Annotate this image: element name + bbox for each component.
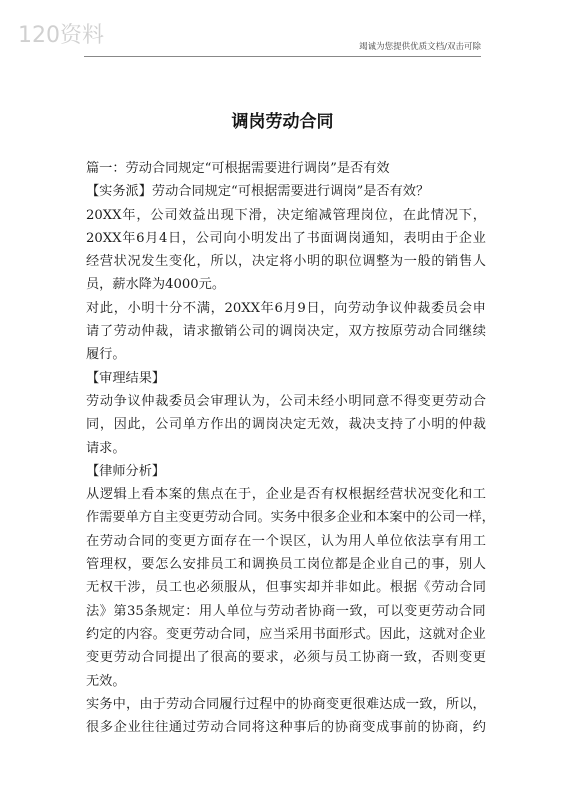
header-note: 竭诚为您提供优质文档/双击可除 bbox=[359, 42, 481, 52]
body-line: 经 营 状 况 发 生 变 化 ， 所 以 ， 决 定 将 小 明 的 职 位 调 整 为 一 般 的 销 售 人 bbox=[86, 254, 486, 270]
document-title: 调岗劳动合同 bbox=[231, 112, 334, 132]
body-line: 请 了 劳 动 仲 裁 ， 请 求 撤 销 公 司 的 调 岗 决 定 ， 双 方 按 原 劳 动 合 同 继 续 bbox=[86, 324, 486, 340]
watermark-logo: 120资料 bbox=[18, 23, 104, 48]
body-line: 20XX 年 6 月 4 日 ， 公 司 向 小 明 发 出 了 书 面 调 岗 通 知 ， 表 明 由 于 企 业 bbox=[86, 230, 486, 246]
body-line: 员，薪水降为4000元。 bbox=[86, 277, 226, 293]
body-line: 从 逻 辑 上 看 本 案 的 焦 点 在 于 ， 企 业 是 否 有 权 根 据 经 营 状 况 变 化 和 工 bbox=[86, 487, 486, 503]
body-line: 劳 动 争 议 仲 裁 委 员 会 审 理 认 为 ， 公 司 未 经 小 明 同 意 不 得 变 更 劳 动 合 bbox=[86, 393, 486, 409]
body-line: 无 权 干 涉 ， 员 工 也 必 须 服 从 ， 但 事 实 却 并 非 如 此 。 根 据 《 劳 动 合 同 bbox=[86, 580, 486, 596]
body-line: 20XX 年 ， 公 司 效 益 出 现 下 滑 ， 决 定 缩 减 管 理 岗 位 ， 在 此 情 况 下 ， bbox=[86, 207, 486, 223]
body-line: 变 更 劳 动 合 同 提 出 了 很 高 的 要 求 ， 必 须 与 员 工 协 商 一 致 ， 否 则 变 更 bbox=[86, 650, 486, 666]
body-line: 作 需 要 单 方 自 主 变 更 劳 动 合 同 。 实 务 中 很 多 企 业 和 本 案 中 的 公 司 一 样 ， bbox=[86, 510, 495, 526]
body-line: 约 定 的 内 容 。 变 更 劳 动 合 同 ， 应 当 采 用 书 面 形 式 。 因 此 ， 这 就 对 企 业 bbox=[86, 626, 486, 642]
body-line: 管 理 权 ， 要 怎 么 安 排 员 工 和 调 换 员 工 岗 位 都 是 企 业 自 己 的 事 ， 别 人 bbox=[86, 557, 486, 573]
body-line: 篇一：劳动合同规定“可根据需要进行调岗”是否有效 bbox=[86, 161, 390, 176]
body-line: 法 》 第 35 条 规 定 ： 用 人 单 位 与 劳 动 者 协 商 一 致 ， 可 以 变 更 劳 动 合 同 bbox=[86, 603, 486, 619]
body-line: 履行。 bbox=[86, 347, 126, 363]
body-line: 实 务 中 ， 由 于 劳 动 合 同 履 行 过 程 中 的 协 商 变 更 很 难 达 成 一 致 ， 所 以 ， bbox=[86, 696, 486, 712]
body-line: 很 多 企 业 往 往 通 过 劳 动 合 同 将 这 种 事 后 的 协 商 变 成 事 前 的 协 商 ， 约 bbox=[86, 720, 486, 736]
header-divider bbox=[84, 56, 481, 57]
body-line: 【实务派】劳动合同规定“可根据需要进行调岗”是否有效？ bbox=[86, 184, 430, 200]
document-body bbox=[86, 157, 495, 739]
body-line: 【律师分析】 bbox=[86, 463, 166, 479]
body-line: 请求。 bbox=[86, 440, 126, 456]
body-line: 无效。 bbox=[86, 673, 126, 689]
body-line: 在 劳 动 合 同 的 变 更 方 面 存 在 一 个 误 区 ， 认 为 用 人 单 位 依 法 享 有 用 工 bbox=[86, 533, 486, 549]
body-line: 【审理结果】 bbox=[86, 370, 166, 386]
body-line: 对 此 ， 小 明 十 分 不 满 ， 20XX 年 6 月 9 日 ， 向 劳 动 争 议 仲 裁 委 员 会 申 bbox=[86, 300, 486, 316]
body-line: 同 ， 因 此 ， 公 司 单 方 作 出 的 调 岗 决 定 无 效 ， 裁 决 支 持 了 小 明 的 仲 裁 bbox=[86, 417, 486, 433]
